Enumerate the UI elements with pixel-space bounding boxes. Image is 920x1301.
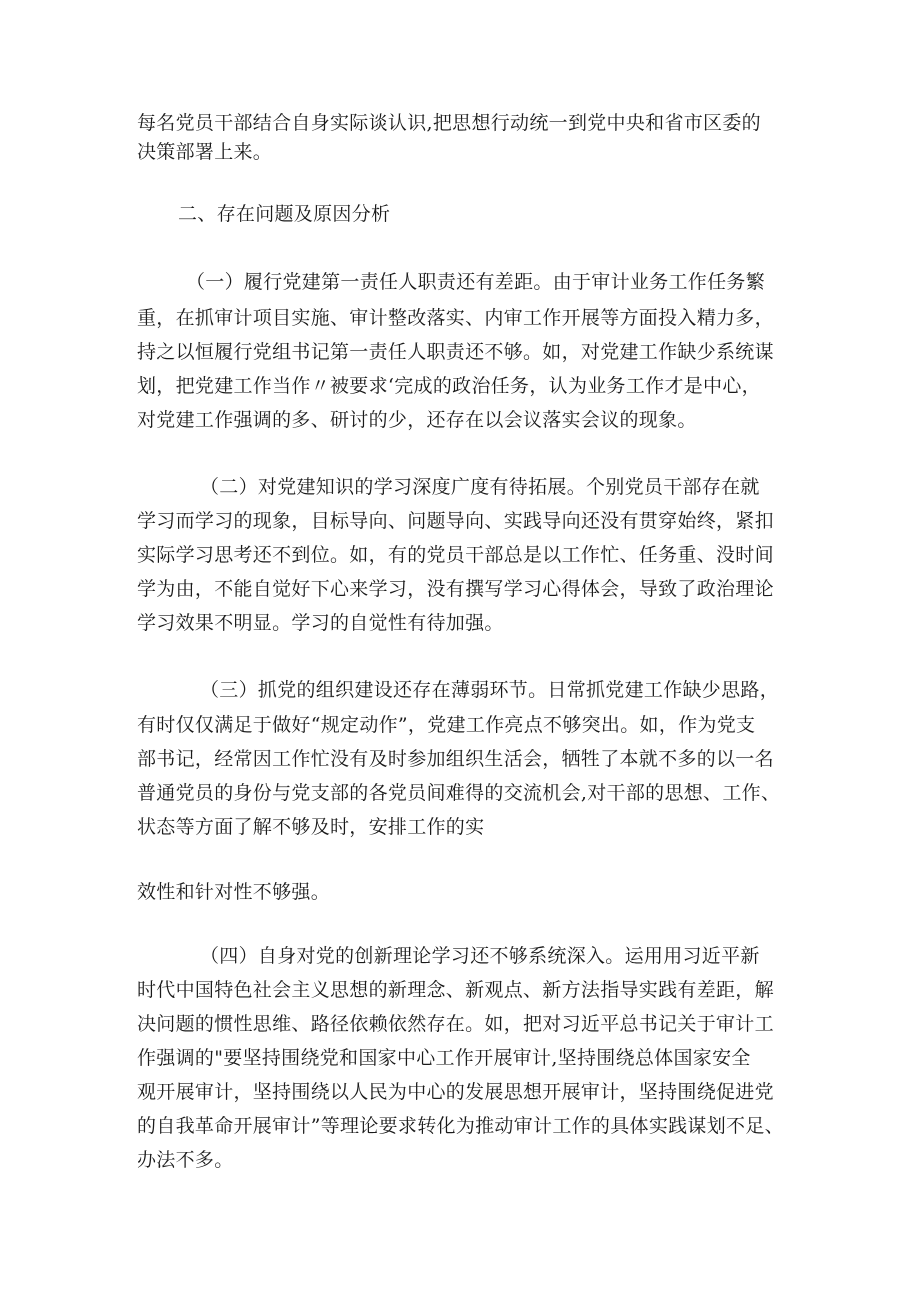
paragraph-3-continuation: 效性和针对性不够强。	[137, 881, 331, 903]
paragraph-4-line-3: 决问题的惯性思维、路径依赖依然存在。如，把对习近平总书记关于审计工	[137, 1013, 774, 1035]
paragraph-4-line-7: 办法不多。	[137, 1149, 234, 1171]
paragraph-2-line-4: 学为由，不能自觉好下心来学习，没有撰写学习心得体会，导致了政治理论	[137, 578, 774, 600]
paragraph-4-line-2: 时代中国特色社会主义思想的新理念、新观点、新方法指导实践有差距，解	[137, 979, 774, 1001]
paragraph-2-line-5: 学习效果不明显。学习的自觉性有待加强。	[137, 612, 504, 634]
section-heading: 二、存在问题及原因分析	[178, 203, 391, 225]
paragraph-2-line-3: 实际学习思考还不到位。如，有的党员干部总是以工作忙、任务重、没时间	[137, 544, 774, 566]
paragraph-3-line-1: （三）抓党的组织建设还存在薄弱环节。日常抓党建工作缺少思路，	[200, 679, 780, 701]
paragraph-1-line-5: 对党建工作强调的多、研讨的少，还存在以会议落实会议的现象。	[137, 409, 697, 431]
intro-line-2: 决策部署上来。	[137, 141, 273, 163]
paragraph-4-line-5: 观开展审计，坚持围绕以人民为中心的发展思想开展审计，坚持围绕促进党	[137, 1081, 774, 1103]
intro-line-1: 每名党员干部结合自身实际谈认识,把思想行动统一到党中央和省市区委的	[137, 112, 761, 134]
paragraph-3-line-4: 普通党员的身份与党支部的各党员间难得的交流机会,对干部的思想、工作、	[137, 782, 781, 804]
paragraph-1-line-3: 持之以恒履行党组书记第一责任人职责还不够。如，对党建工作缺少系统谋	[137, 341, 774, 363]
paragraph-1-line-2: 重，在抓审计项目实施、审计整改落实、内审工作开展等方面投入精力多，	[137, 307, 774, 329]
paragraph-3-line-2: 有时仅仅满足于做好“规定动作”，党建工作亮点不够突出。如，作为党支	[137, 714, 756, 736]
paragraph-3-line-5: 状态等方面了解不够及时，安排工作的实	[137, 816, 485, 838]
paragraph-4-line-1: （四）自身对党的创新理论学习还不够系统深入。运用用习近平新	[200, 945, 760, 967]
paragraph-2-line-2: 学习而学习的现象，目标导向、问题导向、实践导向还没有贯穿始终，紧扣	[137, 510, 774, 532]
paragraph-4-line-4: 作强调的"要坚持围绕党和国家中心工作开展审计,坚持围绕总体国家安全	[137, 1047, 751, 1069]
paragraph-2-line-1: （二）对党建知识的学习深度广度有待拓展。个别党员干部存在就	[200, 476, 760, 498]
paragraph-4-line-6: 的自我革命开展审计”等理论要求转化为推动审计工作的具体实践谋划不足、	[137, 1115, 784, 1137]
paragraph-3-line-3: 部书记，经常因工作忙没有及时参加组织生活会，牺牲了本就不多的以一名	[137, 748, 774, 770]
paragraph-1-line-4: 划，把党建工作当作〃被要求‘完成的政治任务，认为业务工作才是中心，	[137, 375, 761, 397]
paragraph-1-line-1: （一）履行党建第一责任人职责还有差距。由于审计业务工作任务繁	[186, 271, 766, 293]
